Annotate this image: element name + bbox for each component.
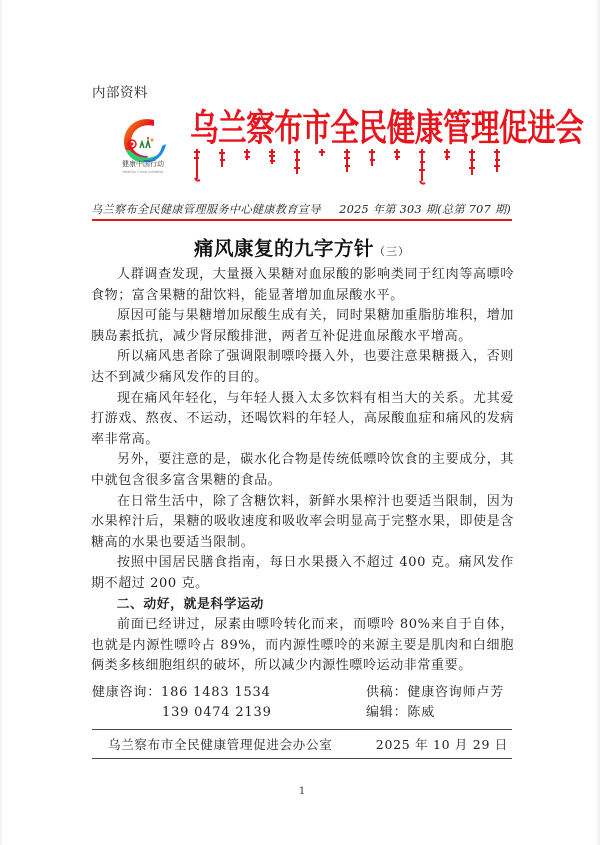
paragraph: 所以痛风患者除了强调限制嘌呤摄入外，也要注意果糖摄入，否则达不到减少痛风发作的目的。 — [91, 349, 514, 385]
section-heading: 二、动好，就是科学运动 — [116, 596, 264, 612]
mongolian-glyph-icon — [292, 148, 302, 176]
footer-line — [108, 735, 508, 753]
paragraph: 现在痛风年轻化，与年轻人摄入太多饮料有相当大的关系。尤其爱打游戏、熬夜、不运动，还喝饮料的年轻人，高尿酸血症和痛风的发病率非常高。 — [91, 390, 514, 447]
issue-info-line — [91, 201, 511, 217]
article-title-suffix: （三） — [374, 245, 410, 258]
contributor-label: 供稿： — [366, 685, 408, 700]
masthead-title: 乌兰察布市全民健康管理促进会 — [190, 105, 584, 150]
paragraph: 原因可能与果糖增加尿酸生成有关，同时果糖加重脂肪堆积，增加胰岛素抵抗，减少肾尿酸排泄，两者互补促进血尿酸水平增高。 — [91, 308, 514, 344]
mongolian-glyph-icon — [442, 148, 452, 162]
publisher-name: 乌兰察布全民健康管理服务中心健康教育宣导 — [91, 203, 321, 216]
issue-number: 2025 年第 303 期(总第 707 期) — [339, 203, 511, 216]
contributor-name: 健康咨询师卢芳 — [407, 685, 505, 700]
page-number: 1 — [298, 786, 306, 797]
mongolian-glyph-icon — [242, 148, 252, 162]
red-separator-rule — [92, 219, 512, 221]
credits — [366, 683, 504, 723]
phone-number: 139 0474 2139 — [162, 705, 272, 720]
document-page — [2, 0, 597, 845]
phone-number: 186 1483 1534 — [161, 685, 271, 700]
footer-top-rule — [92, 729, 512, 730]
consultation-contacts — [92, 683, 272, 723]
article-title-text: 痛风康复的九字方针 — [193, 237, 374, 260]
paragraph: 另外，要注意的是，碳水化合物是传统低嘌呤饮食的主要成分，其中就包含很多富含果糖的食品。 — [91, 452, 514, 488]
mongolian-glyph-icon — [217, 148, 227, 170]
office-name: 乌兰察布市全民健康管理促进会办公室 — [108, 737, 333, 752]
paragraph: 按照中国居民膳食指南，每日水果摄入不超过 400 克。痛风发作期不超过 200 克。 — [91, 555, 514, 591]
article-title — [2, 233, 600, 261]
consult-label: 健康咨询： — [92, 685, 162, 700]
logo-subcaption: Healthy China Initiative — [122, 170, 164, 174]
paragraph: 前面已经讲过，尿素由嘌呤转化而来，而嘌呤 80%来自于自体，也就是内源性嘌呤占 89%，而内源性嘌呤的来源主要是肌肉和白细胞俩类多核细胞组织的破坏，所以减少内源性嘌呤运动非常重要。 — [91, 617, 514, 674]
mongolian-glyph-icon — [342, 148, 352, 174]
paragraph: 人群调查发现，大量摄入果糖对血尿酸的影响类同于红肉等高嘌呤食物；富含果糖的甜饮料，能显著增加血尿酸水平。 — [91, 267, 514, 303]
internal-material-label: 内部资料 — [92, 85, 148, 101]
mongolian-glyph-icon — [467, 148, 477, 178]
mongolian-script-title — [192, 148, 502, 188]
paragraph: 在日常生活中，除了含糖饮料，新鲜水果榨汁也要适当限制，因为水果榨汁后，果糖的吸收速度和吸收率会明显高于完整水果，即使是含糖高的水果也要适当限制。 — [91, 493, 514, 550]
mongolian-glyph-icon — [417, 148, 427, 186]
mongolian-glyph-icon — [317, 148, 327, 158]
mongolian-glyph-icon — [492, 148, 502, 174]
publish-date: 2025 年 10 月 29 日 — [375, 737, 508, 752]
editor-label: 编辑： — [366, 705, 408, 720]
article-body — [91, 265, 514, 677]
logo-caption: 健康中国行动 — [122, 160, 164, 168]
mongolian-glyph-icon — [367, 148, 377, 168]
mongolian-glyph-icon — [267, 148, 277, 166]
footer-bottom-rule — [92, 758, 512, 759]
mongolian-glyph-icon — [192, 148, 202, 184]
editor-name: 陈威 — [407, 705, 436, 720]
mongolian-glyph-icon — [392, 148, 402, 162]
